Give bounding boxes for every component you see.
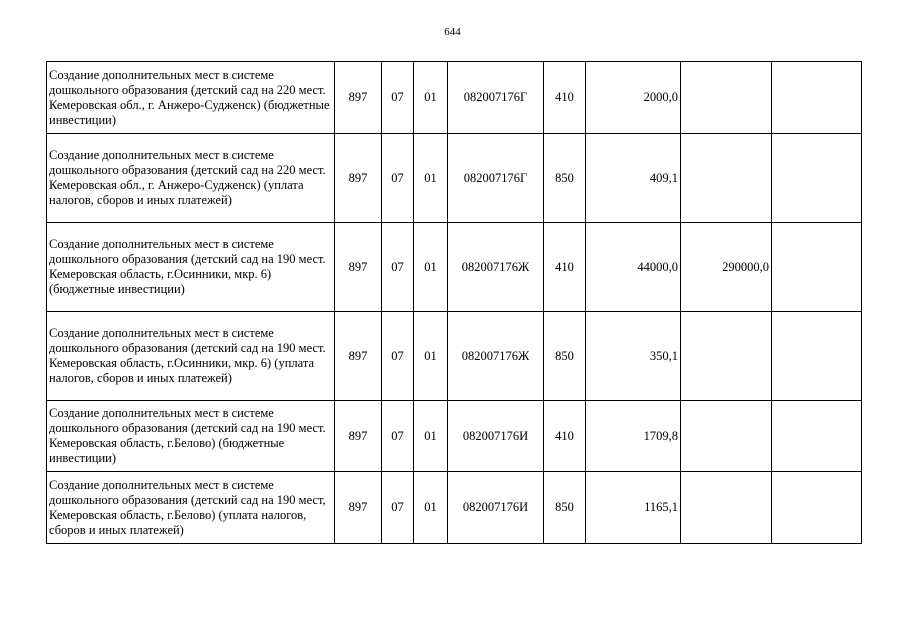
amount-3-cell	[772, 401, 862, 472]
table-row	[47, 62, 862, 134]
target-article-cell: 082007176Ж	[448, 312, 544, 401]
expense-type-cell: 850	[544, 134, 586, 223]
amount-1-cell: 350,1	[586, 312, 681, 401]
amount-2-cell	[681, 401, 772, 472]
amount-3-cell	[772, 62, 862, 134]
subsection-code-cell: 01	[414, 223, 448, 312]
ministry-code-cell: 897	[335, 134, 382, 223]
amount-1-cell: 1165,1	[586, 472, 681, 544]
amount-2-cell: 290000,0	[681, 223, 772, 312]
amount-1-cell: 2000,0	[586, 62, 681, 134]
section-code-cell: 07	[382, 312, 414, 401]
ministry-code-cell: 897	[335, 401, 382, 472]
expense-type-cell: 410	[544, 401, 586, 472]
budget-table	[46, 61, 862, 544]
target-article-cell: 082007176Г	[448, 62, 544, 134]
subsection-code-cell: 01	[414, 62, 448, 134]
section-code-cell: 07	[382, 401, 414, 472]
amount-1-cell: 1709,8	[586, 401, 681, 472]
section-code-cell: 07	[382, 223, 414, 312]
row-name-cell: Создание дополнительных мест в системе дошкольного образования (детский сад на 190 мест. Кемеровская область, г.Осинники, мкр. 6) (бюджетные инвестиции)	[47, 223, 335, 312]
table-row	[47, 401, 862, 472]
ministry-code-cell: 897	[335, 223, 382, 312]
target-article-cell: 082007176Ж	[448, 223, 544, 312]
target-article-cell: 082007176И	[448, 472, 544, 544]
amount-2-cell	[681, 134, 772, 223]
expense-type-cell: 410	[544, 223, 586, 312]
subsection-code-cell: 01	[414, 312, 448, 401]
amount-3-cell	[772, 223, 862, 312]
ministry-code-cell: 897	[335, 472, 382, 544]
expense-type-cell: 850	[544, 312, 586, 401]
table-row	[47, 223, 862, 312]
amount-1-cell: 409,1	[586, 134, 681, 223]
section-code-cell: 07	[382, 62, 414, 134]
subsection-code-cell: 01	[414, 401, 448, 472]
table-row	[47, 312, 862, 401]
amount-2-cell	[681, 472, 772, 544]
amount-3-cell	[772, 134, 862, 223]
row-name-cell: Создание дополнительных мест в системе дошкольного образования (детский сад на 190 мест. Кемеровская область, г.Осинники, мкр. 6) (уплата налогов, сборов и иных платежей)	[47, 312, 335, 401]
row-name-cell: Создание дополнительных мест в системе дошкольного образования (детский сад на 190 мест. Кемеровская область, г.Белово) (бюджетные инвестиции)	[47, 401, 335, 472]
amount-3-cell	[772, 312, 862, 401]
table-row	[47, 472, 862, 544]
ministry-code-cell: 897	[335, 62, 382, 134]
target-article-cell: 082007176Г	[448, 134, 544, 223]
row-name-cell: Создание дополнительных мест в системе дошкольного образования (детский сад на 190 мест, Кемеровская область, г.Белово) (уплата налогов, сборов и иных платежей)	[47, 472, 335, 544]
ministry-code-cell: 897	[335, 312, 382, 401]
amount-1-cell: 44000,0	[586, 223, 681, 312]
amount-2-cell	[681, 62, 772, 134]
row-name-cell: Создание дополнительных мест в системе дошкольного образования (детский сад на 220 мест. Кемеровская обл., г. Анжеро-Судженск) (бюджетные инвестиции)	[47, 62, 335, 134]
table-row	[47, 134, 862, 223]
amount-2-cell	[681, 312, 772, 401]
expense-type-cell: 850	[544, 472, 586, 544]
section-code-cell: 07	[382, 134, 414, 223]
subsection-code-cell: 01	[414, 472, 448, 544]
page-number: 644	[444, 26, 461, 38]
expense-type-cell: 410	[544, 62, 586, 134]
target-article-cell: 082007176И	[448, 401, 544, 472]
subsection-code-cell: 01	[414, 134, 448, 223]
row-name-cell: Создание дополнительных мест в системе дошкольного образования (детский сад на 220 мест. Кемеровская обл., г. Анжеро-Судженск) (уплата налогов, сборов и иных платежей)	[47, 134, 335, 223]
amount-3-cell	[772, 472, 862, 544]
section-code-cell: 07	[382, 472, 414, 544]
